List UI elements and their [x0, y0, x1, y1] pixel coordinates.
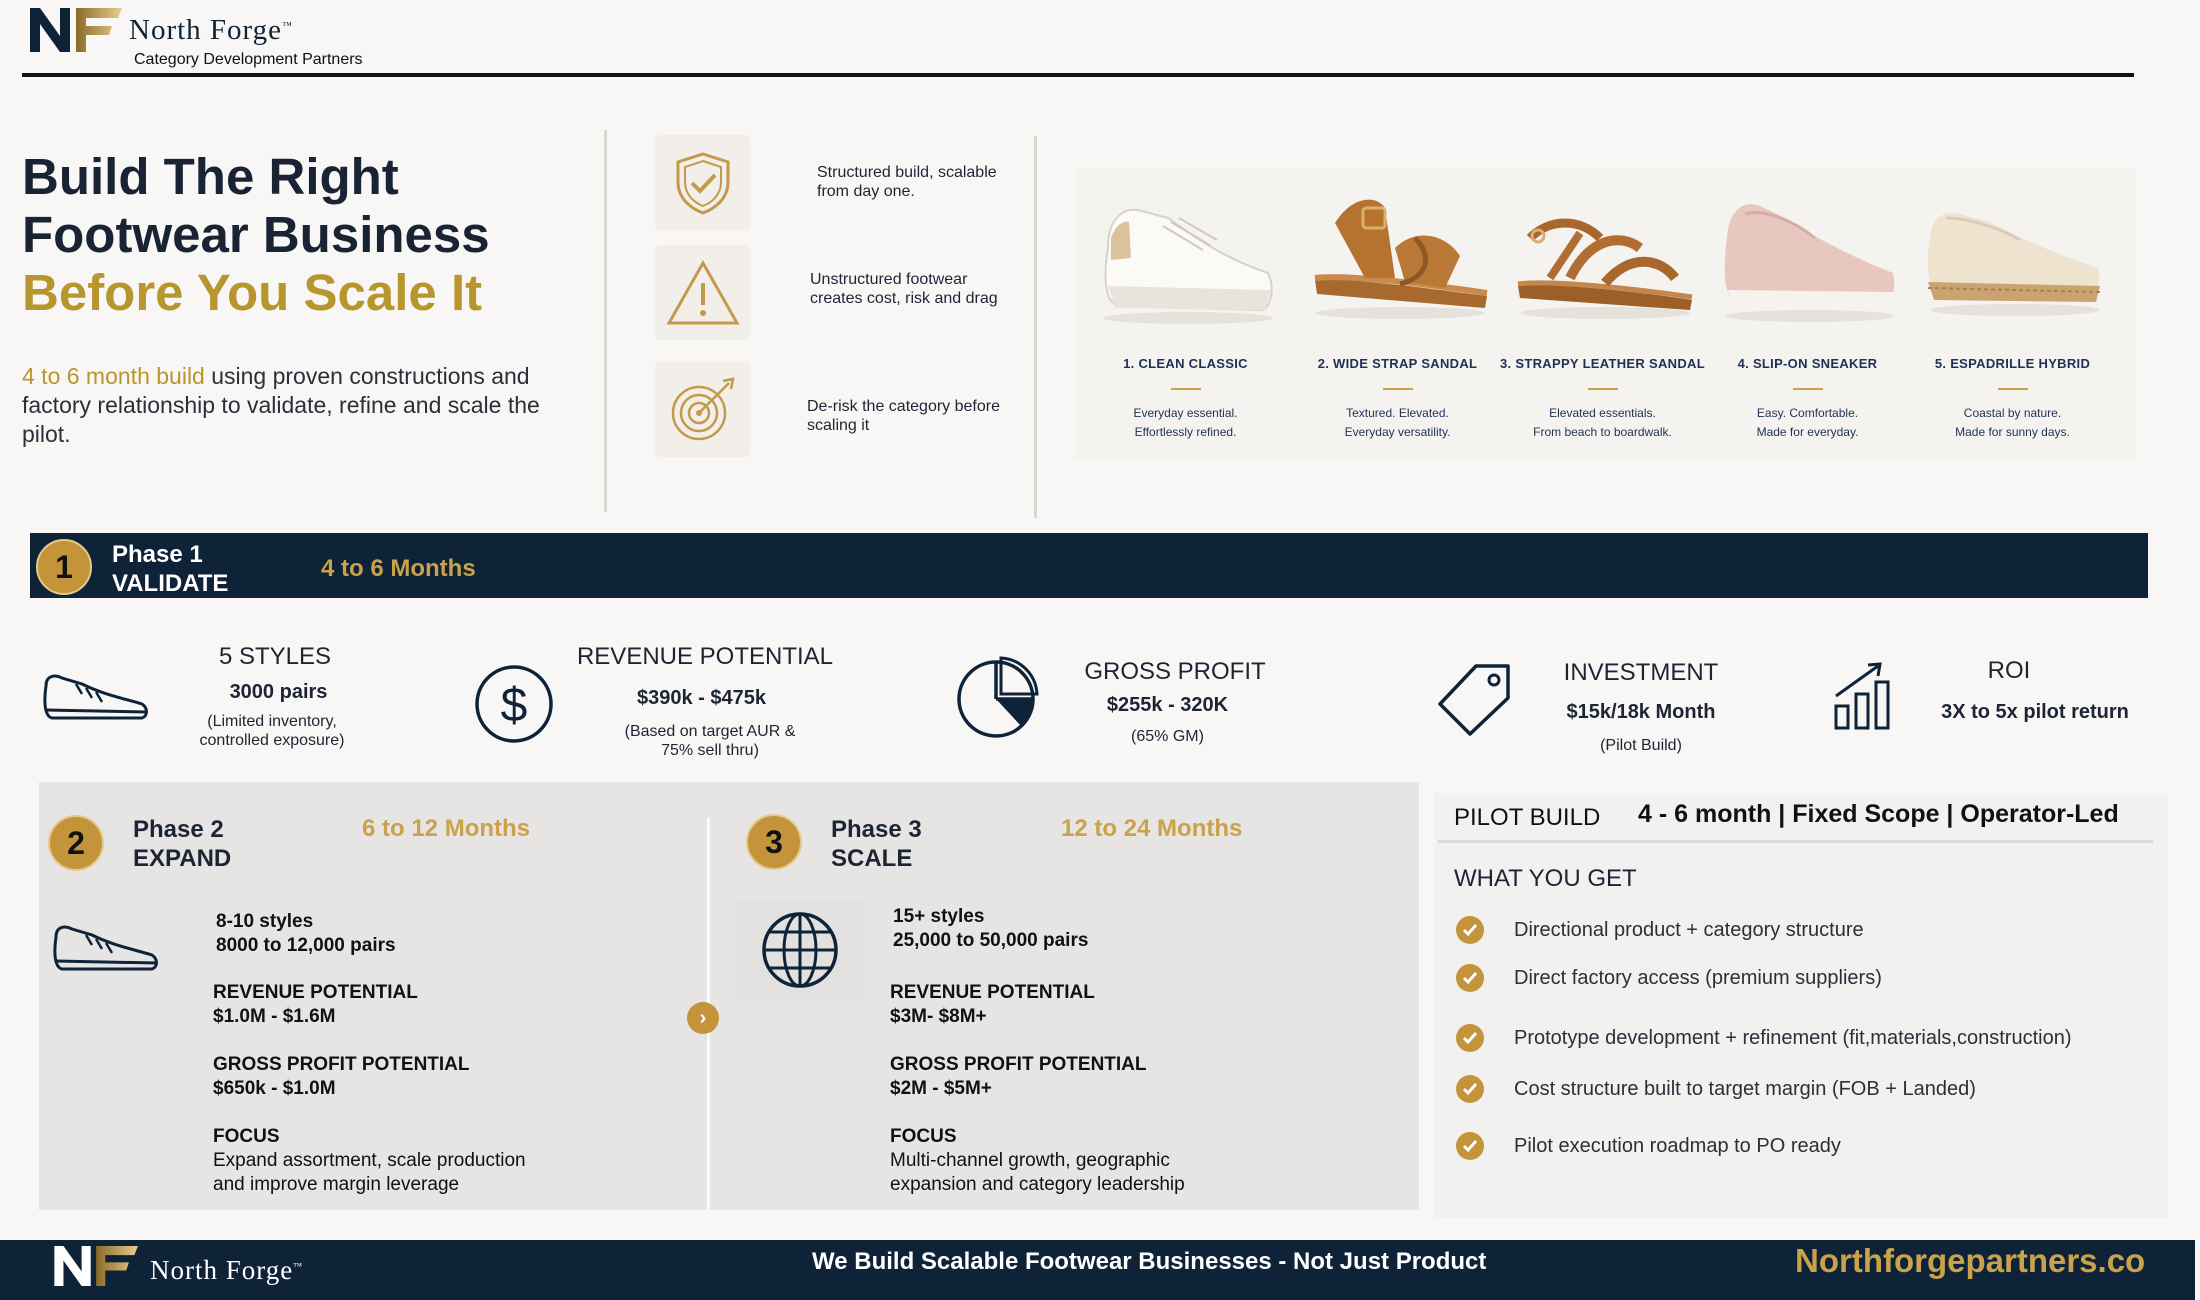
gross-profit-value: $2M - $5M+ [890, 1078, 992, 1099]
metric-note [560, 722, 860, 760]
hero-body-text: using proven constructions and factory relationship to validate, refine and scale the pilot. [22, 363, 540, 447]
metric-note: (Pilot Build) [1600, 737, 1682, 754]
list-item [1456, 964, 1882, 992]
metric-title: GROSS PROFIT [1084, 658, 1266, 685]
phase-pairs: 8000 to 12,000 pairs [216, 935, 396, 956]
phase-styles: 15+ styles [893, 906, 985, 927]
shoe-dash [1171, 388, 1201, 390]
svg-text:$: $ [500, 679, 528, 732]
shoe-icon [42, 668, 150, 722]
phase2-revenue [213, 981, 418, 1029]
what-you-get-heading: WHAT YOU GET [1454, 865, 1637, 892]
check-icon [1456, 1024, 1484, 1052]
dollar-icon [473, 663, 555, 745]
shoe-desc [1910, 404, 2115, 442]
phase-stage: SCALE [831, 845, 913, 872]
brand-subtitle: Category Development Partners [134, 51, 363, 68]
brand-name: North Forge™ [129, 14, 293, 46]
shoe-desc-line: Everyday essential. [1133, 406, 1238, 420]
footer-url-link[interactable]: Northforgepartners.co [1795, 1242, 2146, 1279]
metric-title: ROI [1987, 657, 2031, 684]
hero-title-line-1: Build The Right [22, 148, 399, 205]
phase-pairs: 25,000 to 50,000 pairs [893, 930, 1089, 951]
metric-title: 5 STYLES [218, 643, 332, 670]
metric-note-line: (Based on target AUR & [624, 723, 796, 740]
phase3-focus [890, 1125, 1185, 1197]
phase-styles: 8-10 styles [216, 911, 314, 932]
phase3-label [831, 815, 922, 873]
check-icon [1456, 1132, 1484, 1160]
phase3-revenue [890, 981, 1095, 1029]
focus-text: and improve margin leverage [213, 1174, 460, 1195]
globe-icon [735, 900, 865, 1000]
gross-profit-value: $650k - $1.0M [213, 1078, 336, 1099]
metric-note-line: controlled exposure) [199, 732, 345, 749]
phase-number-badge: 1 [36, 539, 92, 595]
price-tag-icon [1436, 660, 1516, 738]
pilot-item-text: Directional product + category structure [1514, 918, 1864, 941]
footer-tagline: We Build Scalable Footwear Businesses - Not Just Product [812, 1248, 1487, 1275]
check-icon [1456, 964, 1484, 992]
espadrille-image [1920, 178, 2105, 328]
metric-note: (65% GM) [1131, 728, 1204, 745]
divider [1034, 136, 1037, 518]
phase3-gross-profit [890, 1053, 1147, 1101]
shoe-desc [1500, 404, 1705, 442]
phase3-volume [893, 905, 1088, 953]
shoe-desc-line: Elevated essentials. [1549, 406, 1656, 420]
phase1-time: 4 to 6 Months [321, 555, 476, 582]
revenue-value: $3M- $8M+ [890, 1006, 987, 1027]
feature-text: Unstructured footwear creates cost, risk and drag [810, 271, 998, 307]
shoe-dash [1793, 388, 1823, 390]
shoe-desc [1705, 404, 1910, 442]
metric-note-line: 75% sell thru) [661, 742, 759, 759]
strappy-sandal-image [1510, 178, 1695, 328]
list-item [1456, 1132, 1841, 1160]
shoe-dash [1998, 388, 2028, 390]
focus-text: expansion and category leadership [890, 1174, 1185, 1195]
growth-chart-icon [1832, 660, 1896, 730]
shoe-card [1295, 168, 1500, 460]
metric-value: $390k - $475k [636, 687, 766, 709]
focus-text: Multi-channel growth, geographic [890, 1150, 1170, 1171]
hero-title-line-3: Before You Scale It [22, 264, 483, 321]
phase2-volume [216, 910, 396, 958]
shield-check-icon [655, 135, 750, 230]
pilot-item-text: Direct factory access (premium suppliers) [1514, 966, 1882, 989]
metric-note-line: (Limited inventory, [207, 713, 337, 730]
shoe-card [1500, 168, 1705, 460]
list-item [1456, 1024, 2071, 1052]
focus-label: FOCUS [890, 1126, 957, 1147]
shoe-desc-line: Made for everyday. [1756, 425, 1859, 439]
sandal-image [1305, 178, 1490, 328]
target-icon [655, 362, 750, 457]
focus-label: FOCUS [213, 1126, 280, 1147]
shoe-card [1705, 168, 1910, 460]
footer-brand: North Forge™ [150, 1255, 304, 1285]
metric-note [142, 712, 402, 750]
metric-value: 3X to 5x pilot return [1941, 701, 2129, 723]
pilot-title: PILOT BUILD [1454, 804, 1601, 831]
shoe-card [1910, 168, 2115, 460]
gross-profit-label: GROSS PROFIT POTENTIAL [890, 1054, 1147, 1075]
shoe-name: 4. SLIP-ON SNEAKER [1737, 356, 1878, 371]
shoe-desc-line: Made for sunny days. [1955, 425, 2070, 439]
shoe-lineup [1075, 168, 2135, 460]
shoe-name: 5. ESPADRILLE HYBRID [1934, 356, 2091, 371]
pie-chart-icon [955, 654, 1041, 740]
phase-number-badge: 3 [746, 814, 802, 870]
divider [604, 130, 607, 512]
shoe-name: 1. CLEAN CLASSIC [1123, 356, 1248, 371]
shoe-desc-line: Textured. Elevated. [1346, 406, 1449, 420]
hero-body-highlight: 4 to 6 month build [22, 363, 205, 389]
phase-stage: EXPAND [133, 845, 232, 872]
check-icon [1456, 916, 1484, 944]
metric-title: REVENUE POTENTIAL [576, 643, 834, 670]
phase2-label [133, 815, 231, 873]
header-rule [22, 73, 2134, 77]
shoe-name: 3. STRAPPY LEATHER SANDAL [1500, 356, 1705, 371]
phase-stage: VALIDATE [112, 570, 229, 597]
metric-value: $255k - 320K [1106, 694, 1229, 716]
metric-value: $15k/18k Month [1566, 701, 1716, 723]
chevron-right-icon: › [687, 1002, 719, 1034]
revenue-label: REVENUE POTENTIAL [213, 982, 418, 1003]
pilot-item-text: Prototype development + refinement (fit,materials,construction) [1514, 1026, 2072, 1049]
phase-label: Phase 2 [133, 816, 224, 843]
shoe-desc [1295, 404, 1500, 442]
warning-triangle-icon [655, 245, 750, 340]
gross-profit-label: GROSS PROFIT POTENTIAL [213, 1054, 470, 1075]
shoe-desc [1083, 404, 1288, 442]
shoe-desc-line: Everyday versatility. [1344, 425, 1451, 439]
revenue-value: $1.0M - $1.6M [213, 1006, 336, 1027]
shoe-card [1083, 168, 1288, 460]
focus-text: Expand assortment, scale production [213, 1150, 526, 1171]
slip-on-image [1715, 178, 1900, 328]
feature-text: De-risk the category before scaling it [807, 398, 1000, 434]
revenue-label: REVENUE POTENTIAL [890, 982, 1095, 1003]
pilot-item-text: Cost structure built to target margin (FOB + Landed) [1514, 1077, 1976, 1100]
phase1-label [112, 540, 228, 598]
nf-logo-icon [30, 8, 126, 52]
shoe-name: 2. WIDE STRAP SANDAL [1317, 356, 1478, 371]
shoe-desc-line: Easy. Comfortable. [1756, 406, 1859, 420]
sneaker-image [1093, 178, 1278, 328]
shoe-dash [1383, 388, 1413, 390]
hero-title [22, 148, 490, 322]
shoe-dash [1588, 388, 1618, 390]
pilot-item-text: Pilot execution roadmap to PO ready [1514, 1134, 1841, 1157]
shoe-icon [52, 919, 160, 973]
pilot-rule [1438, 840, 2153, 843]
phase2-time: 6 to 12 Months [362, 815, 531, 842]
list-item [1456, 1075, 1976, 1103]
phase-label: Phase 3 [831, 816, 922, 843]
nf-logo-icon [52, 1246, 144, 1286]
pilot-scope: 4 - 6 month | Fixed Scope | Operator-Led [1638, 800, 2119, 828]
hero-body [22, 362, 542, 449]
feature-text: Structured build, scalable from day one. [817, 164, 997, 200]
phase2-focus [213, 1125, 526, 1197]
phase-number-badge: 2 [48, 815, 104, 871]
shoe-desc-line: From beach to boardwalk. [1533, 425, 1672, 439]
check-icon [1456, 1075, 1484, 1103]
metric-title: INVESTMENT [1563, 659, 1719, 686]
phase-label: Phase 1 [112, 541, 203, 568]
phase3-time: 12 to 24 Months [1061, 815, 1243, 842]
list-item [1456, 916, 1864, 944]
phase2-gross-profit [213, 1053, 470, 1101]
shoe-desc-line: Effortlessly refined. [1134, 425, 1237, 439]
hero-title-line-2: Footwear Business [22, 206, 490, 263]
metric-value: 3000 pairs [229, 681, 328, 703]
shoe-desc-line: Coastal by nature. [1963, 406, 2062, 420]
